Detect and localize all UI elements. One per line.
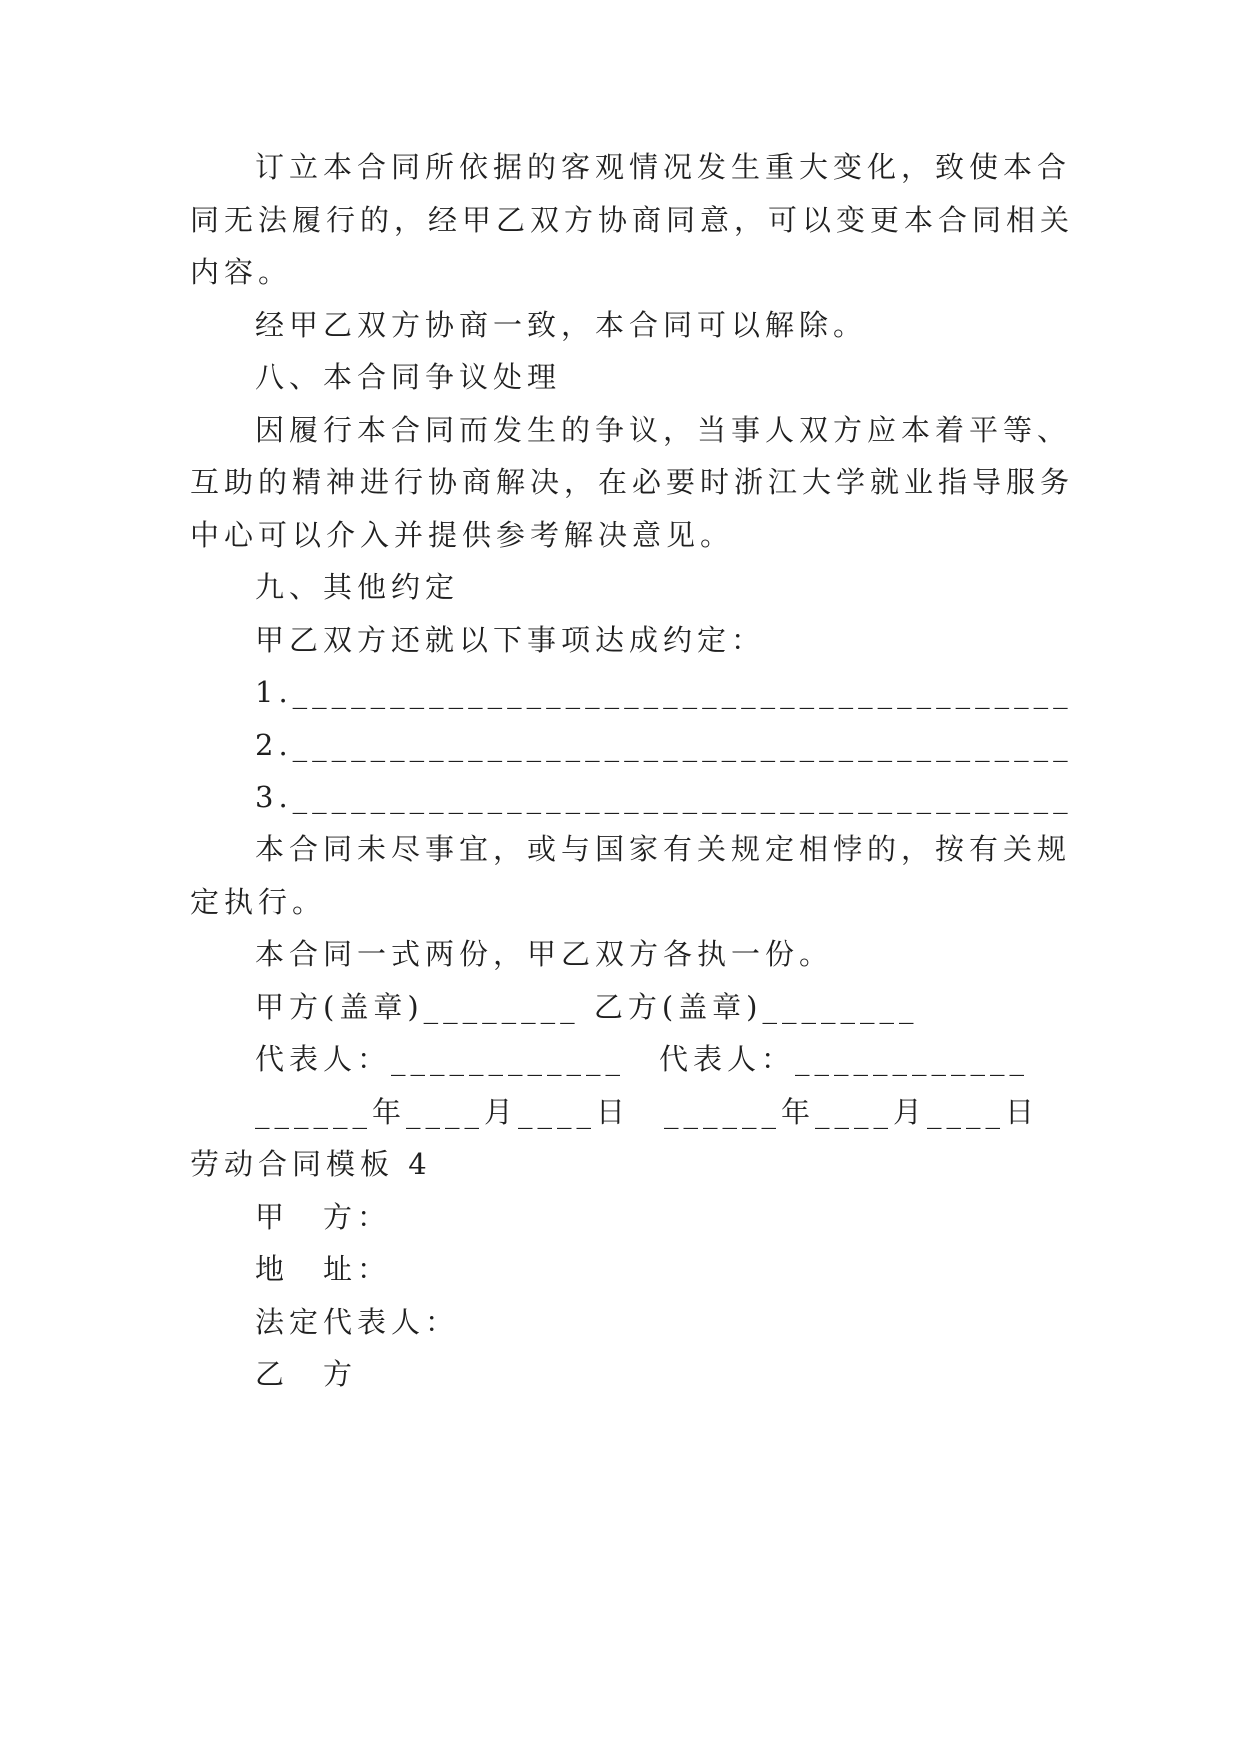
paragraph-line: 本合同一式两份，甲乙双方各执一份。 (255, 937, 834, 971)
paragraph-line: 因履行本合同而发生的争议，当事人双方应本着平等、 (255, 413, 1072, 447)
paragraph-line: 互助的精神进行协商解决，在必要时浙江大学就业指导服务 (190, 465, 1075, 499)
blank-item-line: 3.________________________________________ (255, 780, 1073, 814)
paragraph-line: 中心可以介入并提供参考解决意见。 (190, 518, 735, 552)
blank-item-line: 2.________________________________________ (255, 728, 1073, 762)
paragraph-line: 内容。 (190, 255, 293, 289)
paragraph-line: 定执行。 (190, 885, 327, 919)
paragraph-line: 本合同未尽事宜，或与国家有关规定相悖的，按有关规 (255, 832, 1072, 866)
address-field: 地 址： (255, 1252, 392, 1286)
section-heading: 八、本合同争议处理 (255, 360, 562, 394)
representative-line: 代表人：____________ 代表人：____________ (255, 1042, 1030, 1076)
document-title: 劳动合同模板 4 (190, 1147, 432, 1181)
blank-item-line: 1.________________________________________ (255, 675, 1073, 709)
paragraph-line: 甲乙双方还就以下事项达成约定： (255, 623, 766, 657)
legal-representative-field: 法定代表人： (255, 1305, 460, 1339)
date-line: ______年____月____日 ______年____月____日 (255, 1095, 1040, 1129)
paragraph-line: 同无法履行的，经甲乙双方协商同意，可以变更本合同相关 (190, 203, 1075, 237)
section-heading: 九、其他约定 (255, 570, 460, 604)
seal-line: 甲方(盖章)________ 乙方(盖章)________ (255, 990, 919, 1024)
party-a-field: 甲 方： (255, 1200, 392, 1234)
paragraph-line: 订立本合同所依据的客观情况发生重大变化，致使本合 (255, 150, 1072, 184)
paragraph-line: 经甲乙双方协商一致，本合同可以解除。 (255, 308, 868, 342)
party-b-field: 乙 方 (255, 1357, 358, 1391)
